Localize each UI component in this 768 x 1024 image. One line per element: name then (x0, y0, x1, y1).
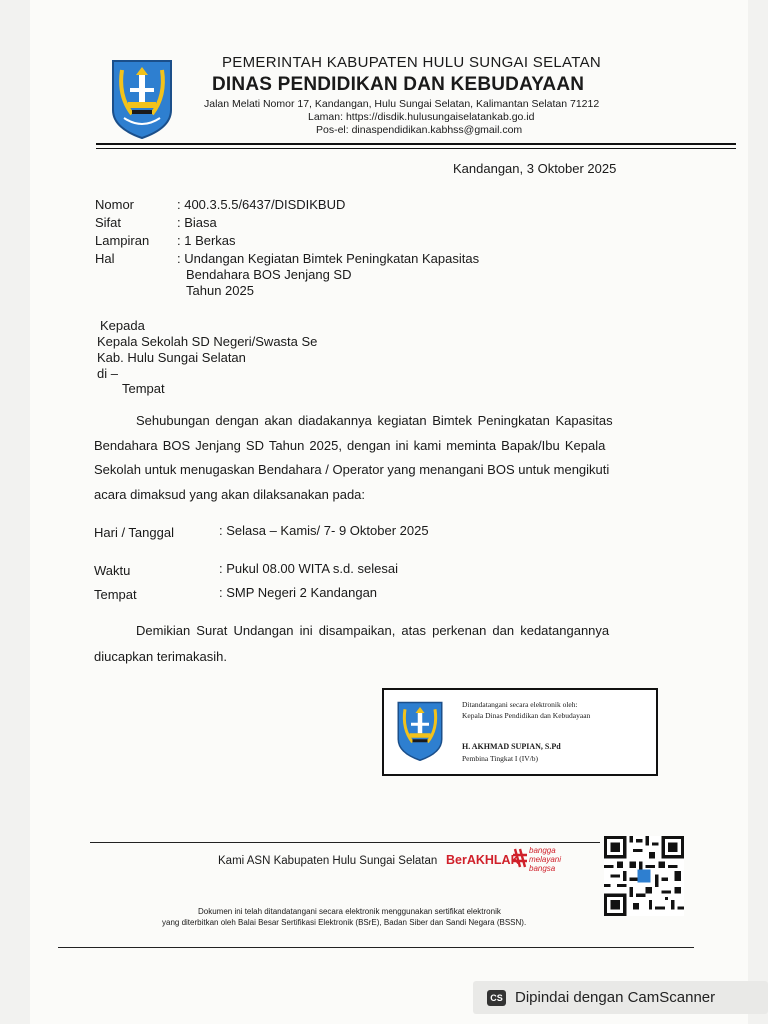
regency-emblem-icon (396, 700, 444, 762)
signature-rank: Pembina Tingkat I (IV/b) (462, 754, 539, 763)
esign-disclaimer-line2: yang diterbitkan oleh Balai Besar Sertifikasi Elektronik (BSrE), Badan Siber dan Sandi Negara (BSSN). (162, 918, 527, 927)
e-signature-box (382, 688, 658, 776)
camscanner-watermark (473, 981, 768, 1014)
bangga-melayani-icon (512, 847, 528, 869)
camscanner-logo-icon (487, 990, 506, 1006)
camscanner-badge-text: CS (490, 992, 503, 1003)
paragraph2-line1: Demikian Surat Undangan ini disampaikan, atas perkenan dan kedatangannya (136, 623, 610, 638)
recipient-line5: Tempat (122, 381, 165, 396)
event-place-label: Tempat (94, 587, 137, 602)
regency-emblem-icon (110, 58, 174, 140)
lampiran-value: : 1 Berkas (177, 233, 236, 248)
letterhead-address: Jalan Melati Nomor 17, Kandangan, Hulu Sungai Selatan, Kalimantan Selatan 71212 (204, 98, 600, 110)
recipient-line4: di – (97, 366, 118, 381)
camscanner-label: Dipindai dengan CamScanner (515, 989, 716, 1006)
nomor-value: : 400.3.5.5/6437/DISDIKBUD (177, 197, 346, 212)
hal-value-line3: Tahun 2025 (186, 283, 254, 298)
paragraph1-line3: Sekolah untuk menugaskan Bendahara / Operator yang menangani BOS untuk mengikuti (94, 462, 610, 477)
letterhead-email: Pos-el: dinaspendidikan.kabhss@gmail.com (316, 124, 523, 136)
letterhead-department: DINAS PENDIDIKAN DAN KEBUDAYAAN (212, 74, 585, 95)
footer-rule-bottom (58, 947, 694, 948)
signature-line1: Ditandatangani secara elektronik oleh: (462, 700, 578, 709)
paragraph1-line2: Bendahara BOS Jenjang SD Tahun 2025, dengan ini kami meminta Bapak/Ibu Kepala (94, 438, 606, 453)
event-place-value: : SMP Negeri 2 Kandangan (219, 585, 378, 600)
bangga-line1: bangga (529, 846, 556, 855)
sifat-value: : Biasa (177, 215, 217, 230)
letterhead-government: PEMERINTAH KABUPATEN HULU SUNGAI SELATAN (222, 54, 602, 71)
recipient-line2: Kepala Sekolah SD Negeri/Swasta Se (97, 334, 318, 349)
hal-value-line1: : Undangan Kegiatan Bimtek Peningkatan Kapasitas (177, 251, 480, 266)
footer-rule-top (90, 842, 600, 843)
hal-label: Hal (95, 251, 115, 266)
event-day-label: Hari / Tanggal (94, 525, 174, 540)
esign-disclaimer-line1: Dokumen ini telah ditandatangani secara elektronik menggunakan sertifikat elektronik (198, 907, 501, 916)
paragraph1-line4: acara dimaksud yang akan dilaksanakan pada: (94, 487, 366, 502)
bangga-line2: melayani (529, 855, 562, 864)
event-time-value: : Pukul 08.00 WITA s.d. selesai (219, 561, 398, 576)
bangga-line3: bangsa (529, 864, 556, 873)
signature-name: H. AKHMAD SUPIAN, S.Pd (462, 742, 561, 751)
hal-value-line2: Bendahara BOS Jenjang SD (186, 267, 352, 282)
sifat-label: Sifat (95, 215, 122, 230)
letterhead-rule-thick (96, 143, 736, 145)
recipient-line3: Kab. Hulu Sungai Selatan (97, 350, 246, 365)
letterhead-rule-thin (96, 148, 736, 149)
asn-slogan-text: Kami ASN Kabupaten Hulu Sungai Selatan (218, 855, 438, 867)
paragraph2-line2: diucapkan terimakasih. (94, 649, 227, 664)
signature-line2: Kepala Dinas Pendidikan dan Kebudayaan (462, 711, 591, 720)
event-time-label: Waktu (94, 563, 131, 578)
berakhlak-logo: BerAKHLAK (446, 853, 520, 867)
event-day-value: : Selasa – Kamis/ 7- 9 Oktober 2025 (219, 523, 429, 538)
paragraph1-line1: Sehubungan dengan akan diadakannya kegiatan Bimtek Peningkatan Kapasitas (136, 413, 613, 428)
qr-code-icon[interactable] (604, 836, 684, 916)
nomor-label: Nomor (95, 197, 135, 212)
lampiran-label: Lampiran (95, 233, 150, 248)
letterhead-website: Laman: https://disdik.hulusungaiselatankab.go.id (308, 111, 535, 123)
recipient-line1: Kepada (100, 318, 145, 333)
letter-date: Kandangan, 3 Oktober 2025 (453, 161, 617, 176)
